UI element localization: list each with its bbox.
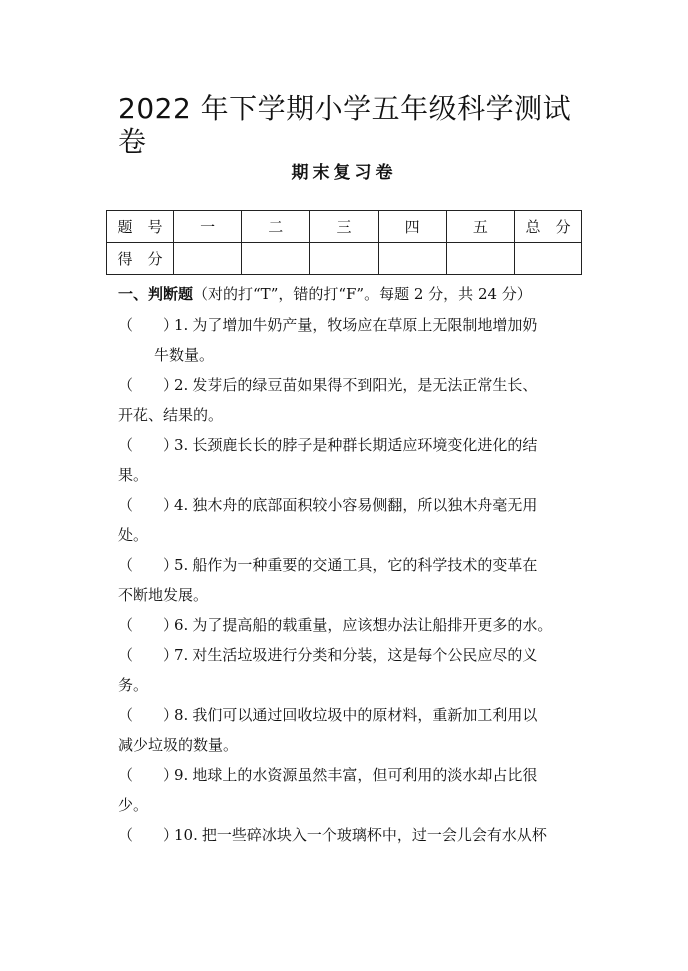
score-cell[interactable] (515, 243, 582, 275)
score-table-header-cell: 四 (378, 211, 446, 243)
score-cell[interactable] (242, 243, 310, 275)
question-item (118, 640, 578, 700)
question-text-cont: 少。 (118, 796, 149, 814)
question-number: 10. (174, 826, 198, 844)
question-text: 独木舟的底部面积较小容易侧翻，所以独木舟毫无用 (192, 496, 538, 514)
question-item (118, 430, 578, 490)
score-table-row-label: 得 分 (107, 243, 174, 275)
section-heading (118, 283, 532, 304)
question-item (118, 370, 578, 430)
question-item (118, 610, 578, 640)
question-number: 4. (174, 496, 189, 514)
question-item (118, 820, 578, 850)
answer-blank[interactable]: （ ） (118, 646, 179, 664)
score-cell[interactable] (446, 243, 514, 275)
section-title: 一、判断题 (118, 285, 194, 303)
question-item (118, 490, 578, 550)
score-table-header-cell: 五 (446, 211, 514, 243)
answer-blank[interactable]: （ ） (118, 766, 179, 784)
answer-blank[interactable]: （ ） (118, 616, 179, 634)
question-number: 3. (174, 436, 189, 454)
page-title: 2022 年下学期小学五年级科学测试卷 (118, 92, 572, 158)
score-table-header-cell: 三 (310, 211, 378, 243)
answer-blank[interactable]: （ ） (118, 436, 179, 454)
question-text: 对生活垃圾进行分类和分装，这是每个公民应尽的义 (192, 646, 538, 664)
question-text-cont: 不断地发展。 (118, 586, 209, 604)
question-text: 把一些碎冰块入一个玻璃杯中，过一会儿会有水从杯 (201, 826, 547, 844)
answer-blank[interactable]: （ ） (118, 496, 179, 514)
question-text-cont: 牛数量。 (154, 346, 215, 364)
answer-blank[interactable]: （ ） (118, 316, 179, 334)
question-text: 船作为一种重要的交通工具，它的科学技术的变革在 (192, 556, 538, 574)
score-table (106, 210, 582, 275)
question-text: 长颈鹿长长的脖子是种群长期适应环境变化进化的结 (192, 436, 538, 454)
question-number: 5. (174, 556, 189, 574)
question-number: 7. (174, 646, 189, 664)
question-text-cont: 果。 (118, 466, 149, 484)
question-item (118, 760, 578, 820)
score-table-header-row (107, 211, 582, 243)
question-item (118, 700, 578, 760)
score-table-score-row (107, 243, 582, 275)
score-cell[interactable] (174, 243, 242, 275)
score-cell[interactable] (310, 243, 378, 275)
question-text: 我们可以通过回收垃圾中的原材料，重新加工利用以 (192, 706, 538, 724)
question-text-cont: 减少垃圾的数量。 (118, 736, 239, 754)
question-item (118, 550, 578, 610)
question-number: 6. (174, 616, 189, 634)
question-number: 8. (174, 706, 189, 724)
section-instruction: （对的打“T”，错的打“F”。每题 2 分，共 24 分） (193, 285, 532, 303)
score-table-header-cell: 二 (242, 211, 310, 243)
question-item (118, 310, 578, 370)
page-subtitle: 期末复习卷 (291, 163, 397, 183)
answer-blank[interactable]: （ ） (118, 376, 179, 394)
question-number: 2. (174, 376, 189, 394)
score-cell[interactable] (378, 243, 446, 275)
question-number: 9. (174, 766, 189, 784)
answer-blank[interactable]: （ ） (118, 706, 179, 724)
question-text: 为了提高船的载重量，应该想办法让船排开更多的水。 (192, 616, 553, 634)
question-number: 1. (174, 316, 189, 334)
answer-blank[interactable]: （ ） (118, 556, 179, 574)
score-table-header-cell: 总 分 (515, 211, 582, 243)
question-text-cont: 处。 (118, 526, 149, 544)
score-table-header-cell: 一 (174, 211, 242, 243)
question-text: 发芽后的绿豆苗如果得不到阳光，是无法正常生长、 (192, 376, 538, 394)
answer-blank[interactable]: （ ） (118, 826, 179, 844)
question-text: 地球上的水资源虽然丰富，但可利用的淡水却占比很 (192, 766, 538, 784)
question-text-cont: 开花、结果的。 (118, 406, 224, 424)
score-table-header-cell: 题 号 (107, 211, 174, 243)
question-text: 为了增加牛奶产量，牧场应在草原上无限制地增加奶 (192, 316, 538, 334)
question-text-cont: 务。 (118, 676, 149, 694)
